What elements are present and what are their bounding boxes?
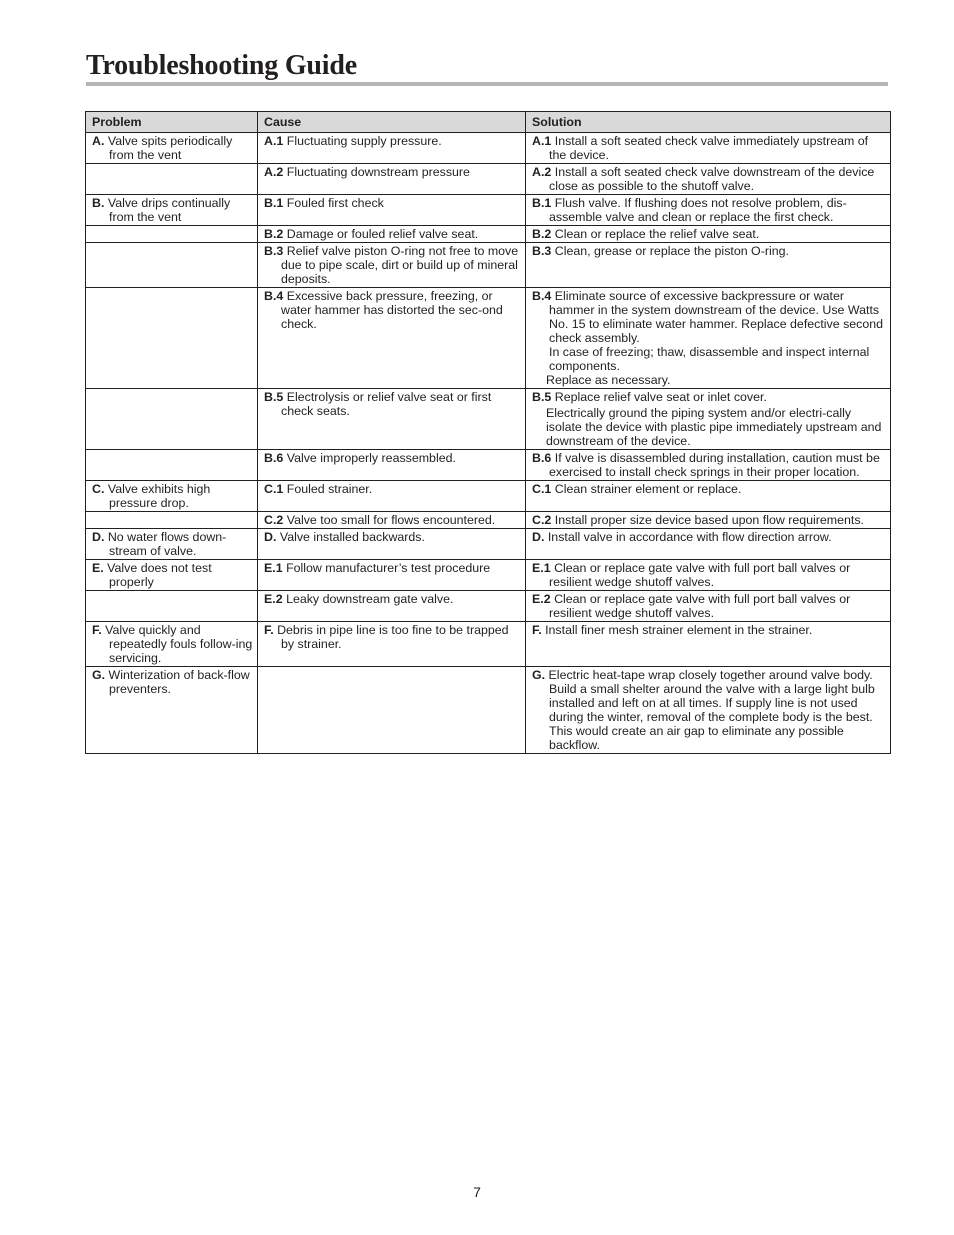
solution-code: C.1 — [532, 482, 552, 496]
cause-cell — [258, 164, 526, 195]
problem-text: Valve drips continually from the vent — [107, 196, 231, 224]
table-row — [86, 226, 891, 243]
page-number: 7 — [473, 1184, 481, 1200]
solution-text: Clean strainer element or replace. — [554, 482, 742, 496]
cause-code: B.4 — [264, 289, 284, 303]
problem-code: A. — [92, 134, 105, 148]
cause-text: Fluctuating downstream pressure — [286, 165, 470, 179]
solution-text: Electric heat-tape wrap closely together around valve body. Build a small shelter around the valve with a large light bulb installed and left on at all times. If supply line is not used during the winter, removal of the complete body is the best. This would create an air gap to eliminate any possible backflow. — [548, 668, 875, 752]
solution-text: Clean or replace gate valve with full port ball valves or resilient wedge shutoff valves. — [549, 561, 851, 589]
cause-code: E.2 — [264, 592, 283, 606]
cause-cell — [258, 529, 526, 560]
cause-text: Fouled first check — [286, 196, 384, 210]
title-divider — [86, 82, 888, 86]
problem-text: Valve spits periodically from the vent — [107, 134, 233, 162]
problem-cell — [86, 389, 258, 450]
table-row — [86, 450, 891, 481]
solution-code: B.4 — [532, 289, 552, 303]
solution-text: Install a soft seated check valve immediately upstream of the device. — [549, 134, 869, 162]
table-row — [86, 164, 891, 195]
solution-text: Install proper size device based upon flow requirements. — [554, 513, 864, 527]
cause-text: Damage or fouled relief valve seat. — [286, 227, 479, 241]
cause-text: Excessive back pressure, freezing, or water hammer has distorted the sec-ond check. — [281, 289, 503, 331]
solution-code: B.5 — [532, 390, 552, 404]
cause-cell — [258, 622, 526, 667]
table-row — [86, 667, 891, 754]
solution-text: Replace relief valve seat or inlet cover. — [554, 390, 767, 404]
table-row — [86, 133, 891, 164]
problem-code: F. — [92, 623, 102, 637]
problem-code: G. — [92, 668, 106, 682]
cause-code: C.2 — [264, 513, 284, 527]
problem-cell — [86, 591, 258, 622]
table-row — [86, 622, 891, 667]
problem-cell — [86, 164, 258, 195]
problem-cell — [86, 226, 258, 243]
solution-cell — [526, 512, 891, 529]
problem-cell — [86, 560, 258, 591]
problem-text: Valve does not test properly — [107, 561, 212, 589]
cause-cell — [258, 243, 526, 288]
problem-text: No water flows down-stream of valve. — [107, 530, 227, 558]
problem-code: B. — [92, 196, 105, 210]
table-header-row — [86, 112, 891, 133]
solution-cell — [526, 288, 891, 389]
solution-note: Replace as necessary. — [546, 373, 671, 387]
cause-code: A.1 — [264, 134, 284, 148]
solution-code: D. — [532, 530, 545, 544]
table-row — [86, 195, 891, 226]
cause-text: Fouled strainer. — [286, 482, 373, 496]
cause-code: E.1 — [264, 561, 283, 575]
solution-text: Install finer mesh strainer element in the strainer. — [545, 623, 813, 637]
solution-cell — [526, 529, 891, 560]
solution-text: Clean or replace the relief valve seat. — [554, 227, 760, 241]
column-header-solution: Solution — [526, 112, 891, 133]
cause-cell — [258, 195, 526, 226]
solution-cell — [526, 243, 891, 288]
cause-cell — [258, 667, 526, 754]
solution-cell — [526, 226, 891, 243]
cause-text: Follow manufacturer’s test procedure — [286, 561, 491, 575]
solution-cell — [526, 591, 891, 622]
troubleshooting-table — [85, 111, 891, 754]
problem-cell — [86, 512, 258, 529]
solution-code: B.2 — [532, 227, 552, 241]
cause-text: Electrolysis or relief valve seat or first check seats. — [281, 390, 492, 418]
cause-text: Valve improperly reassembled. — [286, 451, 456, 465]
solution-note: Electrically ground the piping system and/or electri-cally isolate the device with plastic pipe immediately upstream and downstream of the device. — [546, 406, 882, 448]
cause-code: B.3 — [264, 244, 284, 258]
solution-code: A.2 — [532, 165, 552, 179]
solution-cell — [526, 622, 891, 667]
table-row — [86, 512, 891, 529]
problem-cell — [86, 622, 258, 667]
page-title: Troubleshooting Guide — [86, 50, 357, 81]
cause-cell — [258, 389, 526, 450]
cause-cell — [258, 226, 526, 243]
cause-code: D. — [264, 530, 277, 544]
problem-code: E. — [92, 561, 104, 575]
solution-code: E.2 — [532, 592, 551, 606]
table-row — [86, 591, 891, 622]
solution-code: A.1 — [532, 134, 552, 148]
solution-text: If valve is disassembled during installation, caution must be exercised to install check springs in their proper location. — [549, 451, 880, 479]
solution-note: In case of freezing; thaw, disassemble and inspect internal components. — [549, 345, 870, 373]
cause-code: B.1 — [264, 196, 284, 210]
solution-code: G. — [532, 668, 546, 682]
problem-cell — [86, 481, 258, 512]
solution-text: Clean, grease or replace the piston O-ring. — [554, 244, 789, 258]
cause-text: Valve installed backwards. — [279, 530, 425, 544]
solution-code: B.1 — [532, 196, 552, 210]
solution-text: Install a soft seated check valve downstream of the device close as possible to the shutoff valve. — [549, 165, 875, 193]
cause-cell — [258, 481, 526, 512]
solution-text: Flush valve. If flushing does not resolve problem, dis-assemble valve and clean or replace the first check. — [549, 196, 847, 224]
problem-cell — [86, 667, 258, 754]
problem-cell — [86, 133, 258, 164]
cause-text: Valve too small for flows encountered. — [286, 513, 496, 527]
solution-code: C.2 — [532, 513, 552, 527]
cause-code: C.1 — [264, 482, 284, 496]
solution-text: Clean or replace gate valve with full port ball valves or resilient wedge shutoff valves. — [549, 592, 851, 620]
solution-cell — [526, 389, 891, 450]
cause-text: Fluctuating supply pressure. — [286, 134, 442, 148]
table-row — [86, 481, 891, 512]
problem-cell — [86, 529, 258, 560]
solution-cell — [526, 481, 891, 512]
solution-text: Install valve in accordance with flow direction arrow. — [547, 530, 832, 544]
solution-cell — [526, 667, 891, 754]
cause-text: Leaky downstream gate valve. — [286, 592, 454, 606]
cause-cell — [258, 133, 526, 164]
solution-cell — [526, 450, 891, 481]
cause-code: B.5 — [264, 390, 284, 404]
solution-code: E.1 — [532, 561, 551, 575]
cause-cell — [258, 560, 526, 591]
solution-cell — [526, 133, 891, 164]
problem-text: Winterization of back-flow preventers. — [108, 668, 250, 696]
cause-code: A.2 — [264, 165, 284, 179]
solution-cell — [526, 164, 891, 195]
column-header-problem: Problem — [86, 112, 258, 133]
cause-text: Relief valve piston O-ring not free to move due to pipe scale, dirt or build up of mineral deposits. — [281, 244, 519, 286]
solution-cell — [526, 560, 891, 591]
table-row — [86, 288, 891, 389]
problem-text: Valve exhibits high pressure drop. — [107, 482, 211, 510]
cause-text: Debris in pipe line is too fine to be trapped by strainer. — [277, 623, 509, 651]
solution-cell — [526, 195, 891, 226]
table-row — [86, 389, 891, 450]
problem-cell — [86, 288, 258, 389]
problem-cell — [86, 450, 258, 481]
cause-cell — [258, 288, 526, 389]
solution-code: F. — [532, 623, 542, 637]
cause-code: F. — [264, 623, 274, 637]
problem-code: C. — [92, 482, 105, 496]
cause-cell — [258, 512, 526, 529]
solution-text: Eliminate source of excessive backpressure or water hammer in the system downstream of the device. Use Watts No. 15 to eliminate water hammer. Replace defective second check assembly. — [549, 289, 884, 345]
solution-code: B.6 — [532, 451, 552, 465]
cause-cell — [258, 450, 526, 481]
problem-code: D. — [92, 530, 105, 544]
table-row — [86, 560, 891, 591]
table-row — [86, 529, 891, 560]
problem-cell — [86, 243, 258, 288]
column-header-cause: Cause — [258, 112, 526, 133]
cause-cell — [258, 591, 526, 622]
problem-text: Valve quickly and repeatedly fouls follow-ing servicing. — [105, 623, 253, 665]
cause-code: B.6 — [264, 451, 284, 465]
cause-code: B.2 — [264, 227, 284, 241]
table-row — [86, 243, 891, 288]
problem-cell — [86, 195, 258, 226]
solution-code: B.3 — [532, 244, 552, 258]
